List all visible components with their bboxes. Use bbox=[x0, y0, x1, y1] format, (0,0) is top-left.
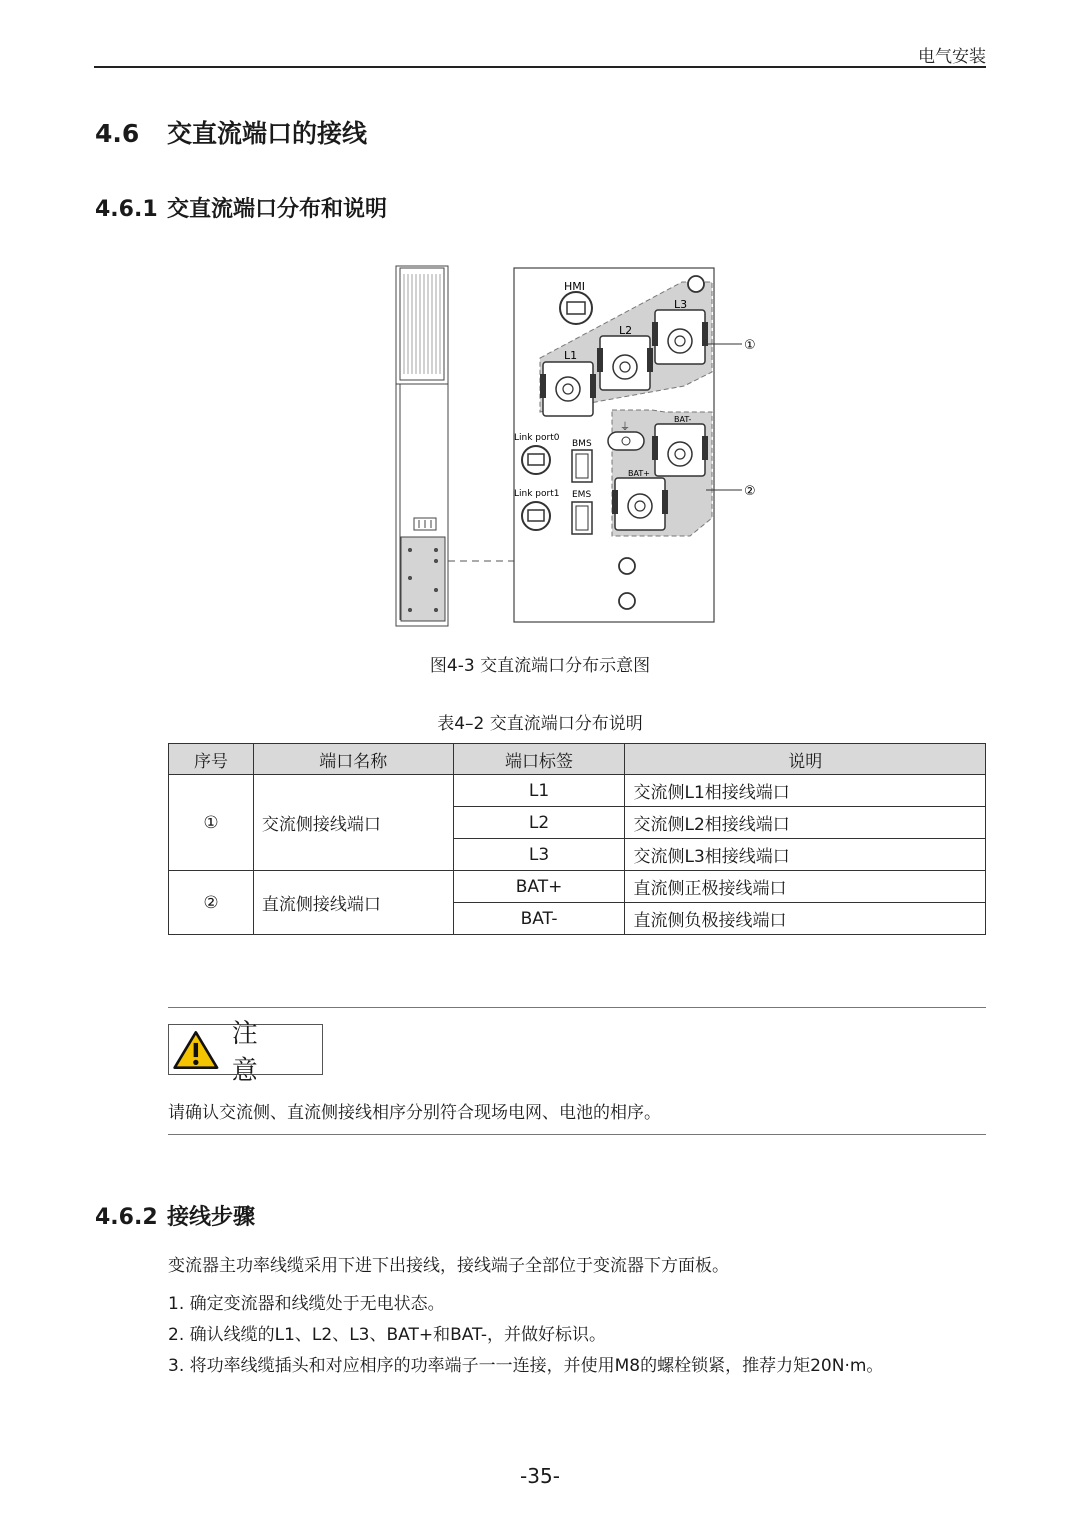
svg-text:⏚: ⏚ bbox=[620, 422, 630, 433]
table-row bbox=[169, 775, 986, 807]
figure-caption: 图4-3 交直流端口分布示意图 bbox=[429, 656, 651, 676]
subsection-title-1: 交直流端口分布和说明 bbox=[167, 197, 388, 222]
link-port0-label: Link port0 bbox=[514, 433, 560, 443]
port-layout-figure bbox=[390, 260, 770, 635]
hmi-port bbox=[560, 280, 592, 324]
notice-title: 注 意 bbox=[231, 1018, 272, 1086]
port-description: 交流侧L2相接线端口 bbox=[625, 807, 986, 839]
cable-gland-icon bbox=[619, 593, 635, 609]
port-description: 直流侧负极接线端口 bbox=[625, 903, 986, 935]
bat-minus-label: BAT- bbox=[674, 415, 692, 424]
ems-connector bbox=[572, 490, 592, 534]
bms-label: BMS bbox=[572, 439, 592, 449]
port-tag: BAT- bbox=[453, 903, 625, 935]
notice-bottom-rule bbox=[168, 1134, 986, 1135]
warning-icon bbox=[172, 1027, 220, 1073]
section-number: 4.6 bbox=[95, 119, 140, 148]
column-header: 序号 bbox=[169, 744, 254, 775]
callout-1: ① bbox=[744, 338, 756, 353]
table-caption: 表4–2 交直流端口分布说明 bbox=[437, 714, 643, 734]
bms-connector bbox=[572, 439, 592, 482]
subsection-number-2: 4.6.2 bbox=[95, 1205, 158, 1230]
table-row bbox=[169, 871, 986, 903]
l3-label: L3 bbox=[674, 298, 688, 311]
converter-side-view bbox=[396, 266, 448, 626]
bat-plus-connector bbox=[612, 469, 668, 530]
screw-hole-icon bbox=[688, 276, 704, 292]
column-header: 说明 bbox=[625, 744, 986, 775]
port-name: 交流侧接线端口 bbox=[253, 775, 453, 871]
port-name: 直流侧接线端口 bbox=[253, 871, 453, 935]
subsection-heading-2 bbox=[95, 1200, 255, 1231]
link-port1-label: Link port1 bbox=[514, 489, 560, 499]
callout-2: ② bbox=[744, 484, 756, 499]
l1-label: L1 bbox=[564, 349, 578, 362]
header-rule bbox=[94, 66, 986, 68]
subsection-heading-1 bbox=[95, 192, 387, 223]
port-tag: L2 bbox=[453, 807, 625, 839]
notice-text: 请确认交流侧、直流侧接线相序分别符合现场电网、电池的相序。 bbox=[168, 1103, 661, 1123]
running-header: 电气安装 bbox=[918, 47, 986, 67]
port-description-table bbox=[168, 743, 986, 935]
link-port1 bbox=[514, 489, 559, 530]
subsection-title-2: 接线步骤 bbox=[167, 1205, 256, 1230]
subsection-number-1: 4.6.1 bbox=[95, 197, 158, 222]
link-port0 bbox=[514, 433, 560, 474]
port-description: 交流侧L3相接线端口 bbox=[625, 839, 986, 871]
port-tag: L3 bbox=[453, 839, 625, 871]
notice-badge bbox=[168, 1018, 323, 1086]
step-item: 1. 确定变流器和线缆处于无电状态。 bbox=[168, 1294, 445, 1314]
table-header-row bbox=[169, 744, 986, 775]
group-index: ② bbox=[169, 871, 254, 935]
port-tag: L1 bbox=[453, 775, 625, 807]
group-index: ① bbox=[169, 775, 254, 871]
column-header: 端口标签 bbox=[453, 744, 625, 775]
section-title: 交直流端口的接线 bbox=[167, 119, 368, 148]
l2-label: L2 bbox=[619, 324, 633, 337]
ems-label: EMS bbox=[572, 490, 592, 500]
bat-plus-label: BAT+ bbox=[628, 469, 650, 478]
port-description: 直流侧正极接线端口 bbox=[625, 871, 986, 903]
port-tag: BAT+ bbox=[453, 871, 625, 903]
hmi-label: HMI bbox=[564, 280, 586, 293]
cable-gland-icon bbox=[619, 558, 635, 574]
steps-intro: 变流器主功率线缆采用下进下出接线，接线端子全部位于变流器下方面板。 bbox=[168, 1256, 729, 1276]
port-description: 交流侧L1相接线端口 bbox=[625, 775, 986, 807]
notice-top-rule bbox=[168, 1007, 986, 1008]
page-number: -35- bbox=[520, 1464, 560, 1488]
step-item: 3. 将功率线缆插头和对应相序的功率端子一一连接，并使用M8的螺栓锁紧，推荐力矩20N·m。 bbox=[168, 1356, 884, 1376]
section-heading bbox=[95, 114, 367, 150]
bat-minus-connector bbox=[652, 415, 708, 476]
column-header: 端口名称 bbox=[253, 744, 453, 775]
step-item: 2. 确认线缆的L1、L2、L3、BAT+和BAT-，并做好标识。 bbox=[168, 1325, 607, 1345]
